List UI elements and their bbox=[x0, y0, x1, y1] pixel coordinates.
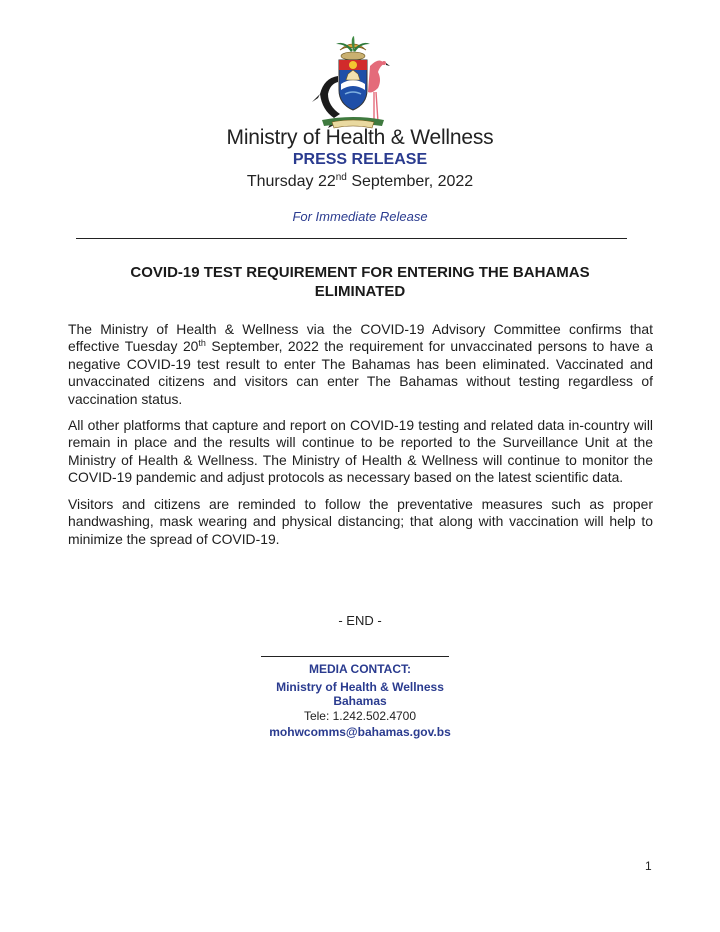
release-date-month-year: September, 2022 bbox=[346, 173, 474, 190]
release-date bbox=[0, 172, 720, 191]
contact-ministry: Ministry of Health & Wellness bbox=[276, 680, 444, 694]
header-divider bbox=[76, 238, 627, 239]
page-number: 1 bbox=[645, 859, 652, 873]
paragraph-1-part-a: The Ministry of Health & Wellness via the COVID-19 Advisory Committee confirms that effective Tuesday 20 bbox=[68, 321, 653, 355]
paragraph-1-part-b: September, 2022 the requirement for unvaccinated persons to have a negative COVID-19 test result to enter The Bahamas has been eliminated. Vaccinated and unvaccinated citizens and visitors can enter The Bahamas without testing regardless of vaccination status. bbox=[68, 338, 653, 407]
headline-line-2: ELIMINATED bbox=[314, 283, 406, 300]
immediate-release-note: For Immediate Release bbox=[292, 209, 428, 224]
press-release-label: PRESS RELEASE bbox=[292, 151, 428, 168]
contact-telephone: Tele: 1.242.502.4700 bbox=[303, 709, 417, 723]
contact-divider bbox=[261, 656, 449, 657]
end-marker: - END - bbox=[338, 613, 382, 628]
contact-country: Bahamas bbox=[333, 694, 387, 708]
release-date-suffix: nd bbox=[335, 172, 347, 183]
body-paragraph-1 bbox=[68, 321, 653, 408]
body-paragraph-3: Visitors and citizens are reminded to follow the preventative measures such as proper handwashing, mask wearing and physical distancing; that along with vaccination will help to minimize the spread of COVID-19. bbox=[68, 496, 653, 547]
media-contact-org bbox=[0, 680, 720, 708]
headline-line-1: COVID-19 TEST REQUIREMENT FOR ENTERING THE BAHAMAS bbox=[130, 264, 590, 281]
media-contact-label: MEDIA CONTACT: bbox=[309, 662, 411, 676]
headline bbox=[0, 263, 720, 301]
release-date-day: Thursday 22 bbox=[246, 173, 336, 190]
paragraph-1-ordinal: th bbox=[198, 338, 206, 349]
bahamas-coat-of-arms-icon bbox=[310, 36, 396, 132]
ministry-title: Ministry of Health & Wellness bbox=[226, 126, 494, 149]
contact-email[interactable]: mohwcomms@bahamas.gov.bs bbox=[269, 725, 451, 739]
body-paragraph-2: All other platforms that capture and report on COVID-19 testing and related data in-country will remain in place and the results will continue to be reported to the Surveillance Unit at the Ministry of Health & Wellness. The Ministry of Health & Wellness will continue to monitor the COVID-19 pandemic and adjust protocols as necessary based on the latest scientific data. bbox=[68, 417, 653, 486]
